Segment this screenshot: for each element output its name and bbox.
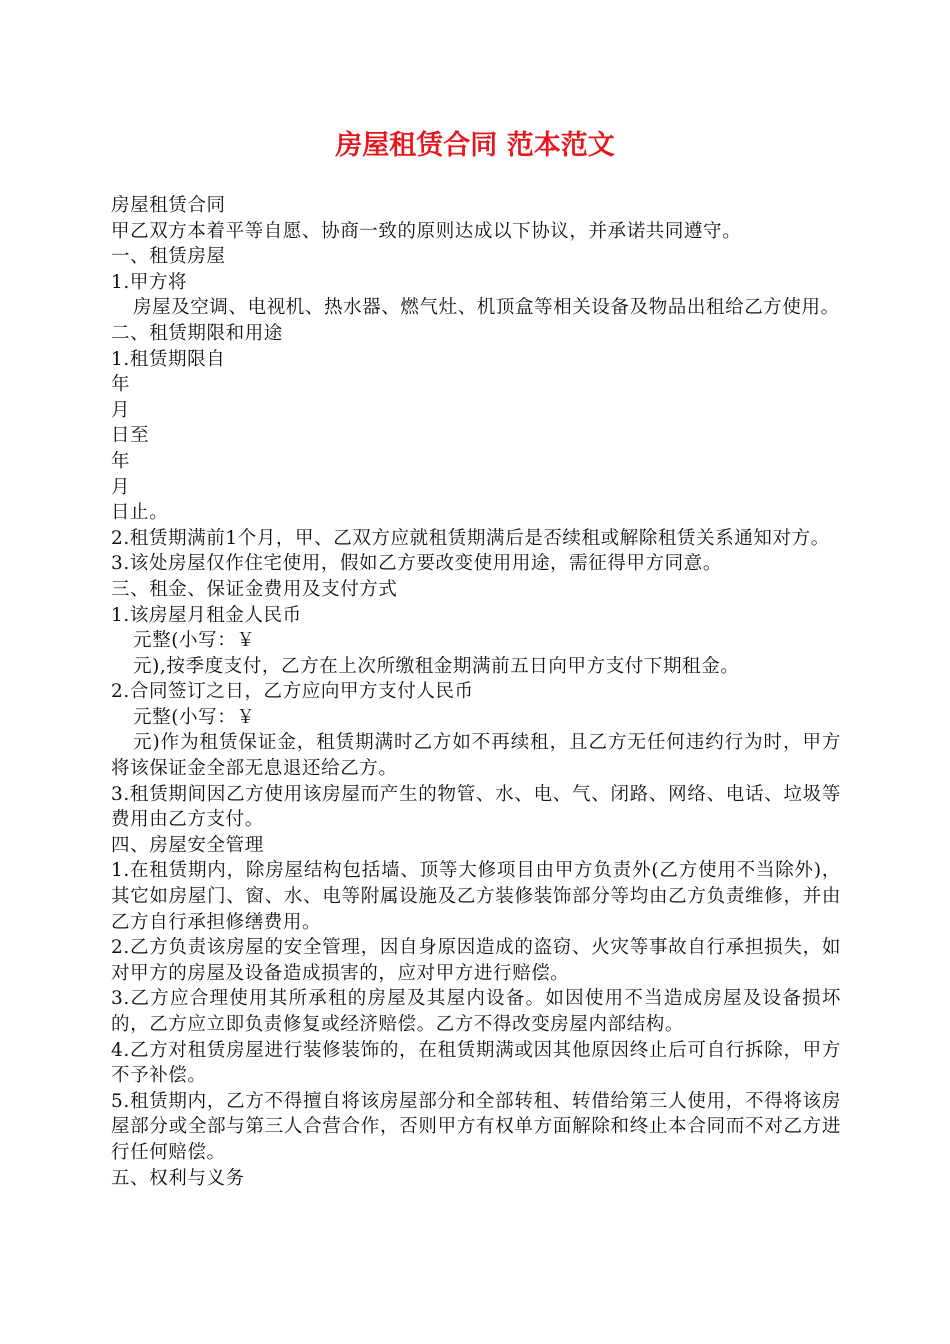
contract-paragraph: 1.在租赁期内，除房屋结构包括墙、顶等大修项目由甲方负责外(乙方使用不当除外)，其它如房屋门、窗、水、电等附属设施及乙方装修装饰部分等均由乙方负责维修，并由乙方自行承担修缮费用。	[111, 860, 841, 933]
contract-paragraph: 1.甲方将	[111, 271, 188, 293]
contract-paragraph: 年	[111, 374, 131, 396]
contract-paragraph: 年	[111, 450, 131, 472]
contract-paragraph: 2.合同签订之日，乙方应向甲方支付人民币	[111, 681, 474, 703]
contract-paragraph: 四、房屋安全管理	[111, 834, 264, 856]
contract-paragraph: 元整(小写：￥	[133, 706, 256, 728]
contract-paragraph: 元),按季度支付，乙方在上次所缴租金期满前五日向甲方支付下期租金。	[133, 655, 740, 677]
contract-paragraph: 4.乙方对租赁房屋进行装修装饰的，在租赁期满或因其他原因终止后可自行拆除，甲方不予补偿。	[111, 1039, 841, 1087]
contract-paragraph: 二、租赁期限和用途	[111, 322, 283, 344]
contract-paragraph: 3.该处房屋仅作住宅使用，假如乙方要改变使用用途，需征得甲方同意。	[111, 553, 722, 575]
contract-paragraph: 三、租金、保证金费用及支付方式	[111, 578, 398, 600]
contract-paragraph: 1.租赁期限自	[111, 348, 226, 370]
contract-paragraph: 5.租赁期内，乙方不得擅自将该房屋部分和全部转租、转借给第三人使用，不得将该房屋部分或全部与第三人合营合作，否则甲方有权单方面解除和终止本合同而不对乙方进行任何赔偿。	[111, 1090, 841, 1163]
contract-paragraph: 日止。	[111, 502, 169, 524]
contract-paragraph: 房屋租赁合同	[111, 195, 226, 216]
contract-paragraph: 2.乙方负责该房屋的安全管理，因自身原因造成的盗窃、火灾等事故自行承担损失，如对甲方的房屋及设备造成损害的，应对甲方进行赔偿。	[111, 937, 841, 984]
contract-paragraph: 元整(小写：￥	[133, 630, 256, 652]
contract-paragraph: 房屋及空调、电视机、热水器、燃气灶、机顶盒等相关设备及物品出租给乙方使用。	[133, 297, 840, 319]
contract-paragraph: 日至	[111, 425, 150, 447]
contract-paragraph: 2.租赁期满前1个月，甲、乙双方应就租赁期满后是否续租或解除租赁关系通知对方。	[111, 527, 830, 549]
contract-paragraph: 五、权利与义务	[111, 1167, 245, 1189]
contract-paragraph: 月	[111, 476, 131, 498]
contract-paragraph: 3.乙方应合理使用其所承租的房屋及其屋内设备。如因使用不当造成房屋及设备损坏的，乙方应立即负责修复或经济赔偿。乙方不得改变房屋内部结构。	[111, 988, 841, 1035]
contract-paragraph: 月	[111, 399, 131, 421]
contract-paragraph: 一、租赁房屋	[111, 246, 226, 268]
contract-paragraph: 元)作为租赁保证金，租赁期满时乙方如不再续租，且乙方无任何违约行为时，甲方将该保证金全部无息退还给乙方。	[111, 732, 841, 780]
page-title: 房屋租赁合同 范本范文	[335, 130, 615, 161]
contract-paragraph: 甲乙双方本着平等自愿、协商一致的原则达成以下协议，并承诺共同遵守。	[111, 220, 742, 242]
contract-paragraph: 1.该房屋月租金人民币	[111, 604, 302, 626]
contract-body	[111, 193, 841, 1191]
contract-paragraph: 3.租赁期间因乙方使用该房屋而产生的物管、水、电、气、闭路、网络、电话、垃圾等费用由乙方支付。	[111, 783, 841, 831]
